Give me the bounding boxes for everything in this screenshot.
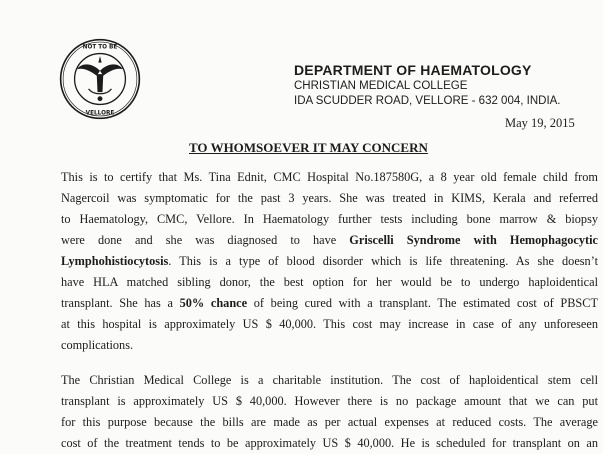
text-line: for this purpose because the bills are made as per actual expenses at reduced costs. The average bbox=[61, 415, 598, 429]
text-line: at this hospital is approximately US $ 40,000. This cost may increase in case of any unforeseen bbox=[61, 317, 598, 331]
department-name: DEPARTMENT OF HAEMATOLOGY bbox=[294, 62, 532, 78]
text-span: transplant. She has a bbox=[61, 296, 180, 310]
text-line bbox=[61, 251, 598, 272]
text-line: have HLA matched sibling donor, the best option for her would be to undergo haploidentical bbox=[61, 275, 598, 289]
text-line bbox=[61, 293, 598, 314]
text-span: . This is a type of blood disorder which is life threatening. As she doesn’t bbox=[168, 254, 598, 268]
text-line: transplant is approximately US $ 40,000. However there is no package amount that we can put bbox=[61, 394, 598, 408]
text-line: Nagercoil was symptomatic for the past 3 years. She was treated in KIMS, Kerala and referred bbox=[61, 191, 598, 205]
college-name: CHRISTIAN MEDICAL COLLEGE bbox=[294, 80, 468, 92]
text-line: complications. bbox=[61, 338, 134, 352]
diagnosis-bold: Griscelli Syndrome with Hemophagocytic bbox=[349, 233, 599, 247]
letter-date: May 19, 2015 bbox=[505, 116, 575, 130]
paragraph-1 bbox=[61, 167, 598, 356]
text-line: The Christian Medical College is a charitable institution. The cost of haploidentical stem cell bbox=[61, 373, 598, 387]
text-span: were done and she was diagnosed to have bbox=[61, 233, 350, 247]
text-line bbox=[61, 230, 598, 251]
chance-bold: 50% chance bbox=[179, 296, 248, 310]
college-seal-logo bbox=[59, 38, 141, 120]
diagnosis-bold: Lymphohistiocytosis bbox=[61, 254, 169, 268]
college-address: IDA SCUDDER ROAD, VELLORE - 632 004, INDIA. bbox=[294, 95, 561, 107]
text-line: cost of the treatment tends to be approximately US $ 40,000. He is scheduled for transplant on an bbox=[61, 436, 598, 450]
text-line: to Haematology, CMC, Vellore. In Haematology further tests including bone marrow & biopsy bbox=[61, 212, 598, 226]
text-span: of being cured with a transplant. The estimated cost of PBSCT bbox=[247, 296, 598, 310]
letter-subject: TO WHOMSOEVER IT MAY CONCERN bbox=[189, 140, 428, 155]
svg-text:VELLORE: VELLORE bbox=[85, 110, 115, 117]
text-line: This is to certify that Ms. Tina Ednit, CMC Hospital No.187580G, a 8 year old female child from bbox=[61, 170, 598, 184]
letterhead bbox=[294, 62, 561, 109]
paragraph-2 bbox=[61, 370, 598, 454]
svg-text:NOT TO BE: NOT TO BE bbox=[82, 44, 118, 51]
